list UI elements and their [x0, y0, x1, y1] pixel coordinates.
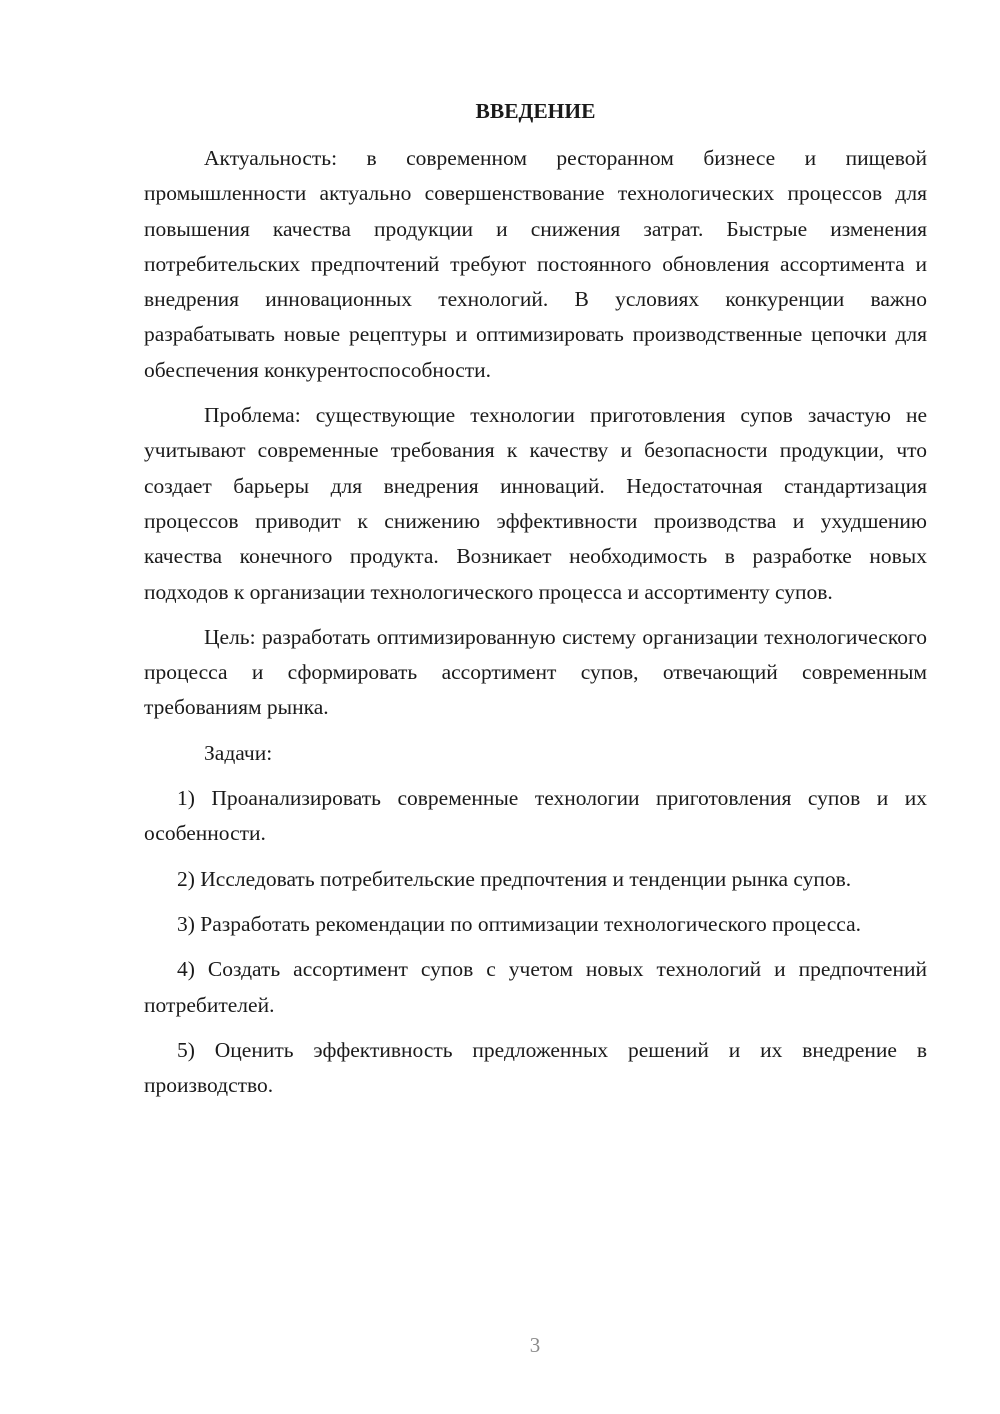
section-title: ВВЕДЕНИЕ	[475, 99, 596, 123]
paragraph-problem: Проблема: существующие технологии приготовления супов зачастую не учитывают современные требования к качеству и безопасности продукции, что создает барьеры для внедрения инноваций. Недостаточная стандартизация процессов приводит к снижению эффективности производства и ухудшению качества конечного продукта. Возникает необходимость в разработке новых подходов к организации технологического процесса и ассортименту супов.	[144, 403, 927, 604]
paragraph-goal: Цель: разработать оптимизированную систему организации технологического процесса и сформировать ассортимент супов, отвечающий современным требованиям рынка.	[144, 624, 927, 720]
page-content	[144, 94, 927, 1113]
task-item-2: 2) Исследовать потребительские предпочтения и тенденции рынка супов.	[177, 866, 852, 891]
task-item-4: 4) Создать ассортимент супов с учетом новых технологий и предпочтений потребителей.	[144, 957, 927, 1017]
paragraph-relevance: Актуальность: в современном ресторанном бизнесе и пищевой промышленности актуально совершенствование технологических процессов для повышения качества продукции и снижения затрат. Быстрые изменения потребительских предпочтений требуют постоянного обновления ассортимента и внедрения инновационных технологий. В условиях конкуренции важно разрабатывать новые рецептуры и оптимизировать производственные цепочки для обеспечения конкурентоспособности.	[144, 146, 927, 382]
page-number: 3	[529, 1333, 541, 1357]
task-item-1: 1) Проанализировать современные технологии приготовления супов и их особенности.	[144, 786, 927, 846]
task-item-3: 3) Разработать рекомендации по оптимизации технологического процесса.	[177, 911, 862, 936]
task-item-5: 5) Оценить эффективность предложенных решений и их внедрение в производство.	[144, 1037, 927, 1098]
tasks-heading: Задачи:	[204, 740, 273, 765]
